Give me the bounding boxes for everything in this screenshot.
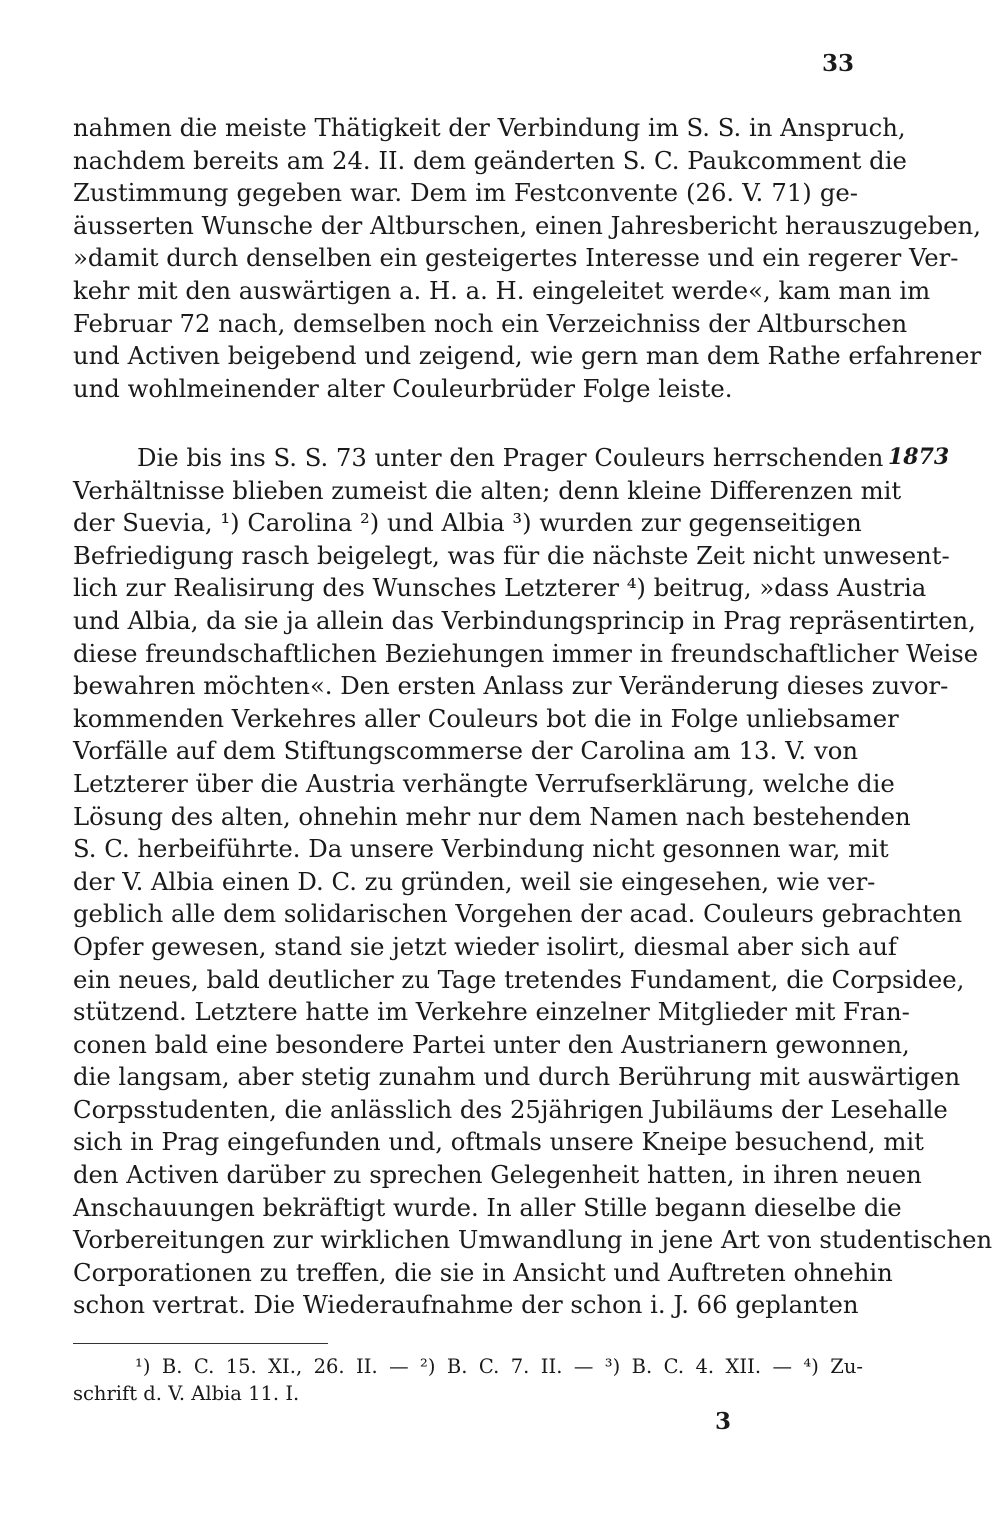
text-line: den Activen darüber zu sprechen Gelegenheit hatten, in ihren neuen — [73, 1160, 922, 1190]
text-line: Opfer gewesen, stand sie jetzt wieder isolirt, diesmal aber sich auf — [73, 931, 897, 961]
text-line: der V. Albia einen D. C. zu gründen, weil sie eingesehen, wie ver- — [73, 866, 876, 896]
text-line: schon vertrat. Die Wiederaufnahme der schon i. J. 66 geplanten — [73, 1290, 859, 1320]
text-line: nahmen die meiste Thätigkeit der Verbindung im S. S. in Anspruch, — [73, 113, 906, 142]
text-line: und wohlmeinender alter Couleurbrüder Folge leiste. — [73, 373, 733, 403]
text-line: Vorfälle auf dem Stiftungscommerse der Carolina am 13. V. von — [73, 736, 858, 766]
text-line: stützend. Letztere hatte im Verkehre einzelner Mitglieder mit Fran- — [73, 997, 910, 1027]
text-line: Februar 72 nach, demselben noch ein Verzeichniss der Altburschen — [73, 308, 908, 338]
text-line: conen bald eine besondere Partei unter den Austrianern gewonnen, — [73, 1029, 910, 1059]
text-line: Befriedigung rasch beigelegt, was für die nächste Zeit nicht unwesent- — [73, 540, 950, 570]
text-line: und Albia, da sie ja allein das Verbindungsprincip in Prag repräsentirten, — [73, 605, 976, 635]
text-line: bewahren möchten«. Den ersten Anlass zur Veränderung dieses zuvor- — [73, 671, 949, 701]
text-line: kehr mit den auswärtigen a. H. a. H. eingeleitet werde«, kam man im — [73, 275, 931, 305]
margin-year-note: 1873 — [888, 444, 950, 470]
text-line: äusserten Wunsche der Altburschen, einen Jahresbericht herauszugeben, — [73, 210, 981, 240]
footnote-line: schrift d. V. Albia 11. I. — [73, 1382, 300, 1405]
text-line: nachdem bereits am 24. II. dem geänderten S. C. Paukcomment die — [73, 145, 907, 175]
text-line: diese freundschaftlichen Beziehungen immer in freundschaftlicher Weise — [73, 638, 979, 668]
text-line: sich in Prag eingefunden und, oftmals unsere Kneipe besuchend, mit — [73, 1127, 924, 1157]
paragraph-1 — [73, 112, 982, 405]
text-line: Verhältnisse blieben zumeist die alten; denn kleine Differenzen mit — [73, 475, 902, 505]
text-line: Anschauungen bekräftigt wurde. In aller Stille begann dieselbe die — [73, 1192, 902, 1222]
text-line: ein neues, bald deutlicher zu Tage tretendes Fundament, die Corpsidee, — [73, 964, 965, 994]
footnotes — [73, 1353, 863, 1407]
text-line: S. C. herbeiführte. Da unsere Verbindung nicht gesonnen war, mit — [73, 834, 889, 864]
text-line: Vorbereitungen zur wirklichen Umwandlung in jene Art von studentischen — [73, 1225, 993, 1255]
text-line: Letzterer über die Austria verhängte Verrufserklärung, welche die — [73, 768, 895, 798]
text-line: die langsam, aber stetig zunahm und durch Berührung mit auswärtigen — [73, 1062, 961, 1092]
text-line: geblich alle dem solidarischen Vorgehen der acad. Couleurs gebrachten — [73, 899, 963, 929]
text-line: Corporationen zu treffen, die sie in Ansicht und Auftreten ohnehin — [73, 1257, 893, 1287]
text-line: und Activen beigebend und zeigend, wie gern man dem Rathe erfahrener — [73, 341, 982, 371]
text-line: Zustimmung gegeben war. Dem im Festconvente (26. V. 71) ge- — [73, 178, 858, 208]
text-line: »damit durch denselben ein gesteigertes Interesse und ein regerer Ver- — [73, 243, 959, 273]
signature-mark: 3 — [715, 1408, 732, 1435]
text-line: kommenden Verkehres aller Couleurs bot die in Folge unliebsamer — [73, 703, 899, 733]
text-line: Corpsstudenten, die anlässlich des 25jährigen Jubiläums der Lesehalle — [73, 1094, 948, 1124]
text-line: lich zur Realisirung des Wunsches Letzterer ⁴) beitrug, »dass Austria — [73, 573, 927, 603]
page-number: 33 — [822, 50, 855, 77]
text-line: Die bis ins S. S. 73 unter den Prager Couleurs herrschenden — [137, 443, 884, 472]
text-line: Lösung des alten, ohnehin mehr nur dem Namen nach bestehenden — [73, 801, 911, 831]
footnote-line: ¹) B. C. 15. XI., 26. II. — ²) B. C. 7. II. — ³) B. C. 4. XII. — ⁴) Zu- — [135, 1355, 863, 1378]
text-line: der Suevia, ¹) Carolina ²) und Albia ³) wurden zur gegenseitigen — [73, 508, 862, 538]
footnote-divider — [73, 1343, 328, 1344]
